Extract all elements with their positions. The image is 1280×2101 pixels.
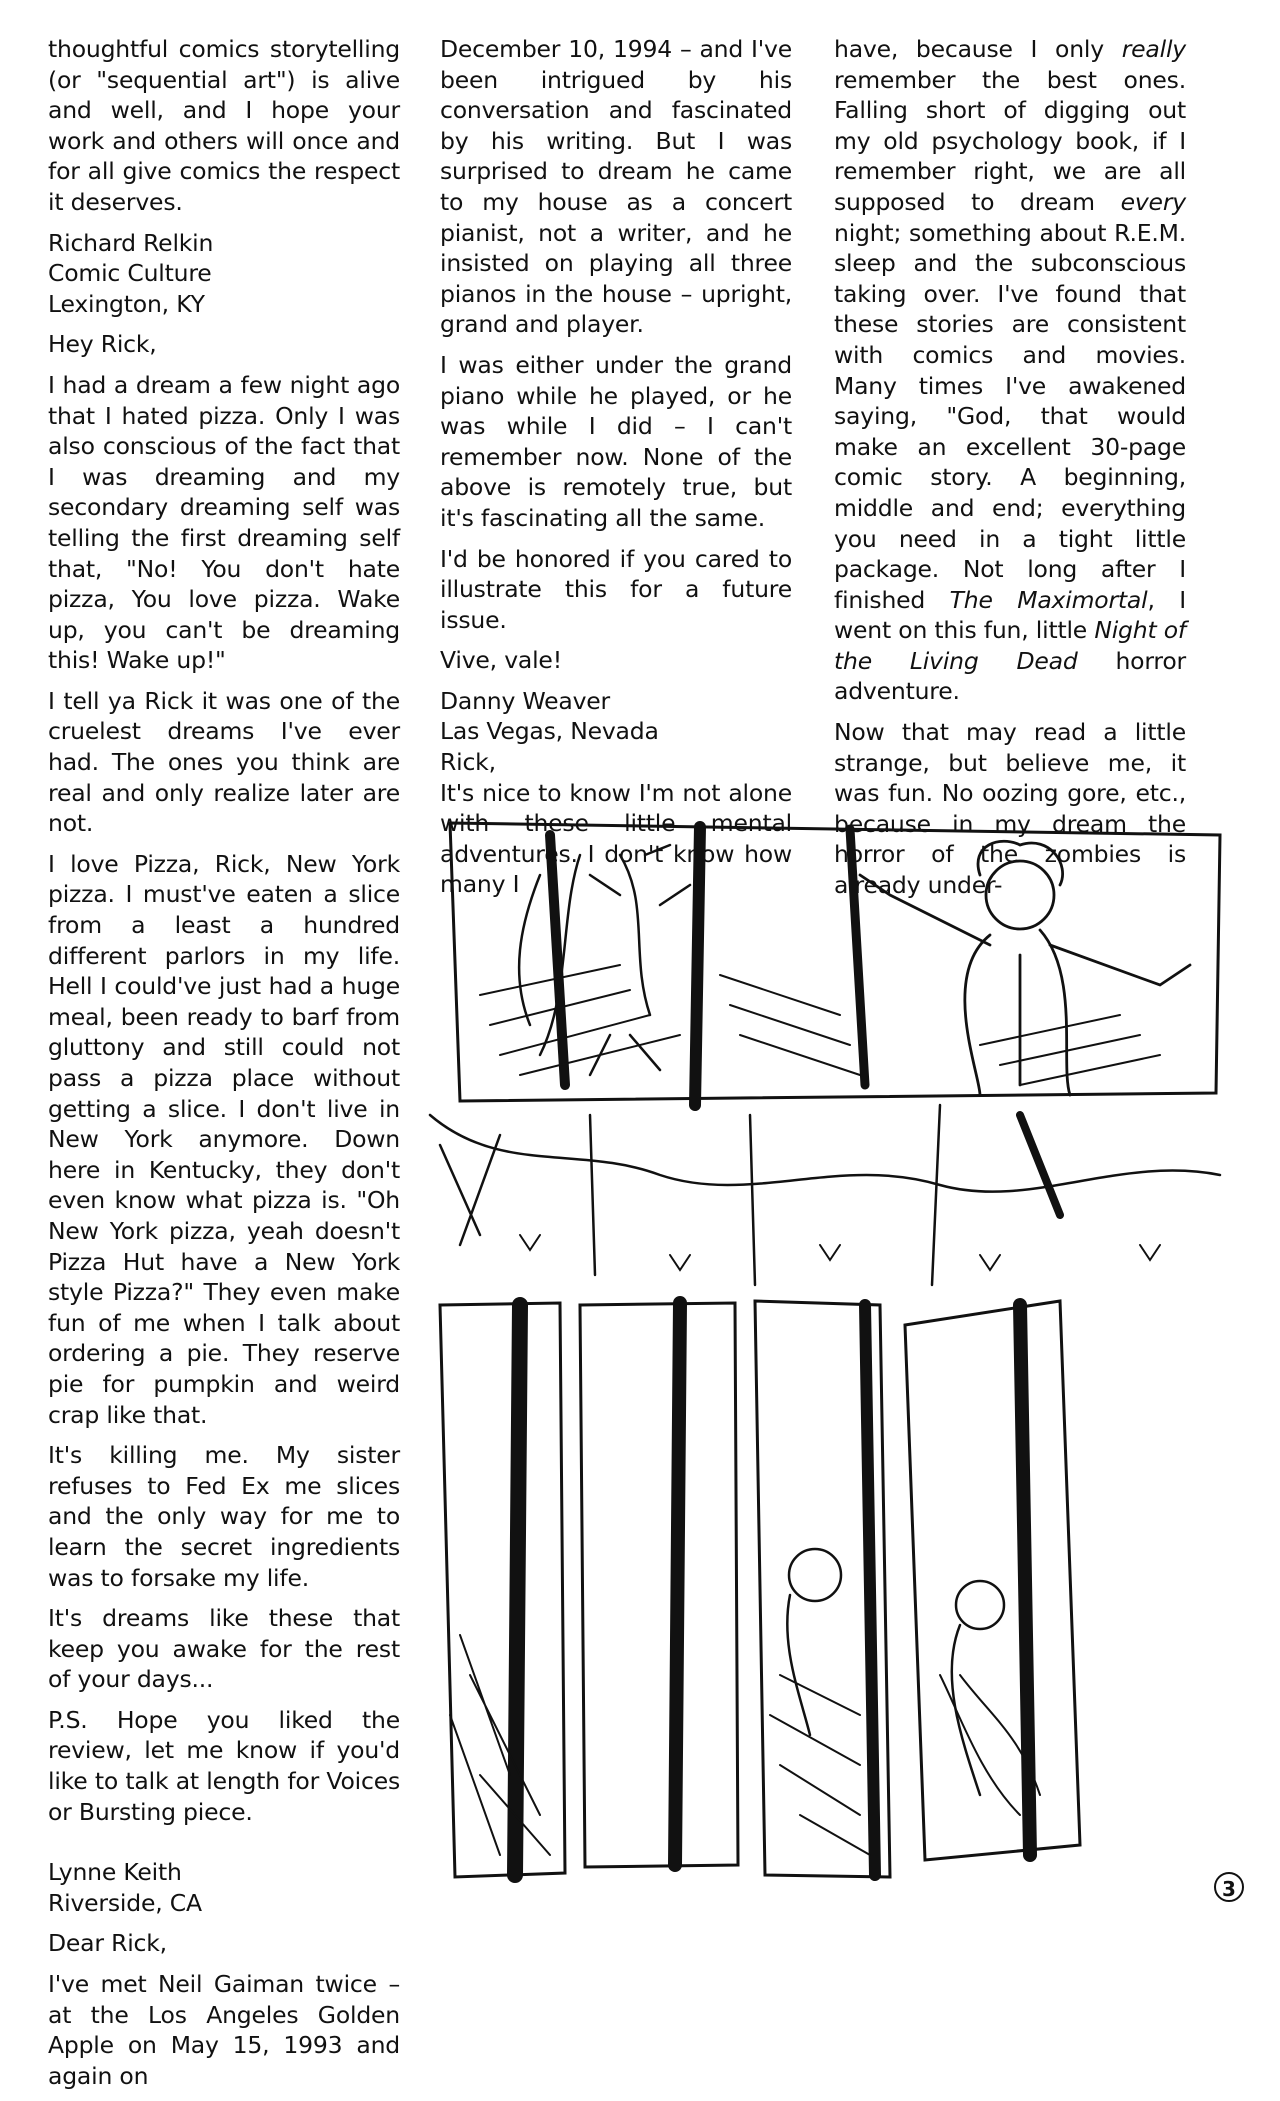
book-title: Night of the Living Dead bbox=[834, 616, 1187, 675]
bottom-panel-2 bbox=[580, 1303, 738, 1867]
comic-illustration bbox=[420, 815, 1240, 1885]
zombie-figures bbox=[519, 845, 690, 1075]
reply-text bbox=[834, 34, 1186, 707]
letter-text: I love Pizza, Rick, New York pizza. I must've eaten a slice from a least a hundred different parlors in my life. Hell I could've just had a huge meal, been ready to barf from gluttony and still could not pass a pizza place without getting a slice. I don't live in New York anymore. Down here in Kentucky, they don't even know what pizza is. "Oh New York pizza, yeah doesn't Pizza Hut have a New York style Pizza?" They even make fun of me when I talk about ordering a pie. They reserve pie for pumpkin and weird crap like that. bbox=[48, 849, 400, 1429]
reply-emphasis: every bbox=[1120, 187, 1186, 216]
reply-text: Now that may read a little strange, but believe me, it was fun. No oozing gore, etc., because in my dream the horror of the zombies is already under- bbox=[834, 718, 1186, 900]
reply-fragment: , I went on this fun, little bbox=[834, 585, 1186, 645]
tree-trunk bbox=[515, 1305, 520, 1875]
signature-block bbox=[48, 1857, 400, 1918]
letters-column-3 bbox=[834, 34, 1186, 911]
letter-text: I tell ya Rick it was one of the cruelest dreams I've ever had. The ones you think are real and only realize later are not. bbox=[48, 686, 400, 838]
tree-trunk bbox=[1020, 1305, 1030, 1855]
letter-text: It's dreams like these that keep you awake for the rest of your days... bbox=[48, 1604, 400, 1694]
letter-text: P.S. Hope you liked the review, let me know if you'd like to talk at length for Voices or Bursting piece. bbox=[48, 1705, 400, 1826]
bottom-panel-1 bbox=[440, 1303, 565, 1877]
letter-text: I had a dream a few night ago that I hated pizza. Only I was also conscious of the fact that I was dreaming and my secondary dreaming self was telling the first dreaming self that, "No! You don't hate pizza, You love pizza. Wake up, you can't be dreaming this! Wake up!" bbox=[48, 370, 400, 675]
book-title: The Maximortal bbox=[949, 585, 1148, 614]
signature-name: Richard Relkin bbox=[48, 228, 214, 257]
reply-fragment: horror adventure. bbox=[834, 646, 1186, 706]
signature-name: Danny Weaver bbox=[440, 686, 611, 715]
reply-emphasis: really bbox=[1121, 35, 1186, 63]
signature-block bbox=[48, 228, 400, 320]
letter-closing: Vive, vale! bbox=[440, 646, 562, 675]
letter-text: thoughtful comics storytelling (or "sequential art") is alive and well, and I hope your work and others will once and for all give comics the respect it deserves. bbox=[48, 35, 400, 216]
signature-org: Comic Culture bbox=[48, 259, 212, 288]
signature-block bbox=[440, 686, 792, 747]
forest-band bbox=[430, 1105, 1220, 1285]
tree-trunk bbox=[865, 1305, 875, 1875]
signature-location: Lexington, KY bbox=[48, 289, 205, 318]
tree-trunk bbox=[695, 827, 700, 1105]
reply-fragment: night; something about R.E.M. sleep and the subconscious taking over. I've found that these stories are consistent with comics and movies. Many times I've awakened saying, "God, that would make an excellent 30-page comic story. A beginning, middle and end; everything you need in a tight little package. Not long after I finished bbox=[834, 218, 1186, 614]
bearded-man-figures bbox=[787, 1549, 1004, 1795]
man-figure bbox=[860, 841, 1190, 1095]
letter-greeting: Dear Rick, bbox=[48, 1929, 167, 1958]
letter-text: It's killing me. My sister refuses to Fed Ex me slices and the only way for me to learn the secret ingredients was to forsake my life. bbox=[48, 1441, 400, 1592]
letter-text: I've met Neil Gaiman twice – at the Los Angeles Golden Apple on May 15, 1993 and again on bbox=[48, 1970, 400, 2090]
letter-text: December 10, 1994 – and I've been intrigued by his conversation and fascinated by his writing. But I was surprised to dream he came to my house as a concert pianist, not a writer, and he insisted on playing all three pianos in the house – upright, grand and player. bbox=[440, 35, 792, 339]
tree-trunk bbox=[675, 1303, 680, 1865]
page-number: 3 bbox=[1214, 1872, 1244, 1902]
tree-trunk bbox=[850, 829, 865, 1085]
reply-text: It's nice to know I'm not alone with these little mental adventures. I don't know how many I bbox=[440, 778, 792, 899]
ground-hatching bbox=[480, 965, 1160, 1085]
letters-column-2 bbox=[440, 34, 792, 910]
signature-location: Riverside, CA bbox=[48, 1888, 202, 1917]
reply-fragment: remember the best ones. Falling short of digging out my old psychology book, if I remember right, we are all supposed to dream bbox=[834, 65, 1186, 216]
letter-text: I was either under the grand piano while he played, or he was while I did – I can't remember now. None of the above is remotely true, but it's fascinating all the same. bbox=[440, 350, 792, 532]
signature-location: Las Vegas, Nevada bbox=[440, 717, 659, 746]
ground-marks bbox=[520, 1235, 1160, 1270]
letters-column-1 bbox=[48, 34, 400, 2101]
letter-greeting: Rick, bbox=[440, 748, 496, 777]
letter-text: I'd be honored if you cared to illustrate this for a future issue. bbox=[440, 544, 792, 634]
letter-greeting: Hey Rick, bbox=[48, 330, 157, 359]
bottom-panel-4 bbox=[905, 1301, 1080, 1860]
signature-name: Lynne Keith bbox=[48, 1858, 182, 1887]
reply-fragment: have, because I only bbox=[834, 35, 1122, 63]
